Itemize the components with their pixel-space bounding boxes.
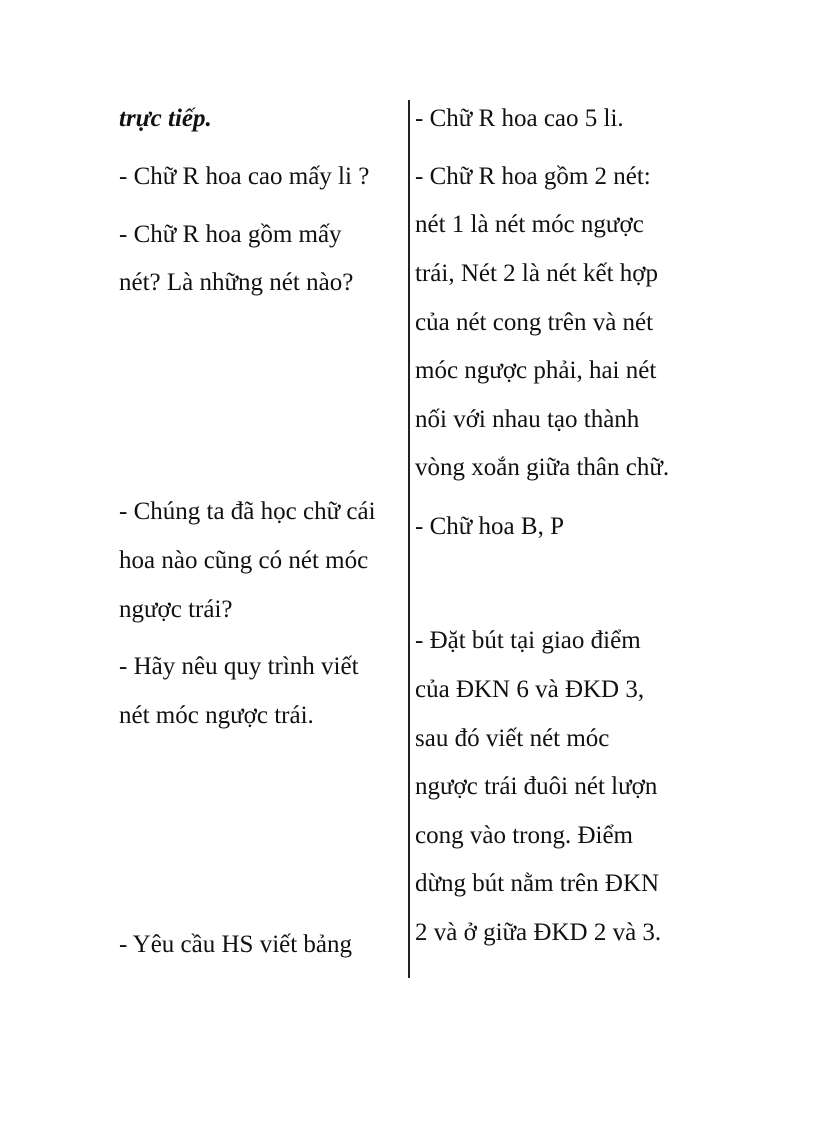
right-line-9: - Chữ hoa B, P (415, 513, 564, 540)
left-line-5: hoa nào cũng có nét móc (119, 547, 369, 574)
right-line-5: của nét cong trên và nét (415, 309, 654, 336)
right-line-13: ngược trái đuôi nét lượn (415, 773, 658, 800)
right-line-12: sau đó viết nét móc (415, 725, 610, 752)
left-line-9: - Yêu cầu HS viết bảng (119, 931, 353, 958)
right-line-14: cong vào trong. Điểm (415, 822, 634, 849)
column-divider (408, 100, 410, 978)
left-line-8: nét móc ngược trái. (119, 702, 314, 729)
left-heading: trực tiếp. (119, 105, 212, 132)
right-line-8: vòng xoắn giữa thân chữ. (415, 454, 670, 481)
left-line-2: - Chữ R hoa gồm mấy (119, 221, 342, 248)
right-line-6: móc ngược phải, hai nét (415, 357, 657, 384)
right-line-2: - Chữ R hoa gồm 2 nét: (415, 163, 651, 190)
left-line-1: - Chữ R hoa cao mấy li ? (119, 163, 370, 190)
right-line-1: - Chữ R hoa cao 5 li. (415, 105, 624, 132)
left-line-3: nét? Là những nét nào? (119, 269, 354, 296)
left-line-6: ngược trái? (119, 596, 233, 623)
right-line-15: dừng bút nằm trên ĐKN (415, 870, 660, 897)
right-line-7: nối với nhau tạo thành (415, 406, 640, 433)
right-line-11: của ĐKN 6 và ĐKD 3, (415, 676, 645, 703)
right-line-16: 2 và ở giữa ĐKD 2 và 3. (415, 919, 662, 946)
right-line-10: - Đặt bút tại giao điểm (415, 627, 641, 654)
left-line-7: - Hãy nêu quy trình viết (119, 653, 359, 680)
left-line-4: - Chúng ta đã học chữ cái (119, 498, 376, 525)
right-line-3: nét 1 là nét móc ngược (415, 211, 644, 238)
right-line-4: trái, Nét 2 là nét kết hợp (415, 260, 659, 287)
